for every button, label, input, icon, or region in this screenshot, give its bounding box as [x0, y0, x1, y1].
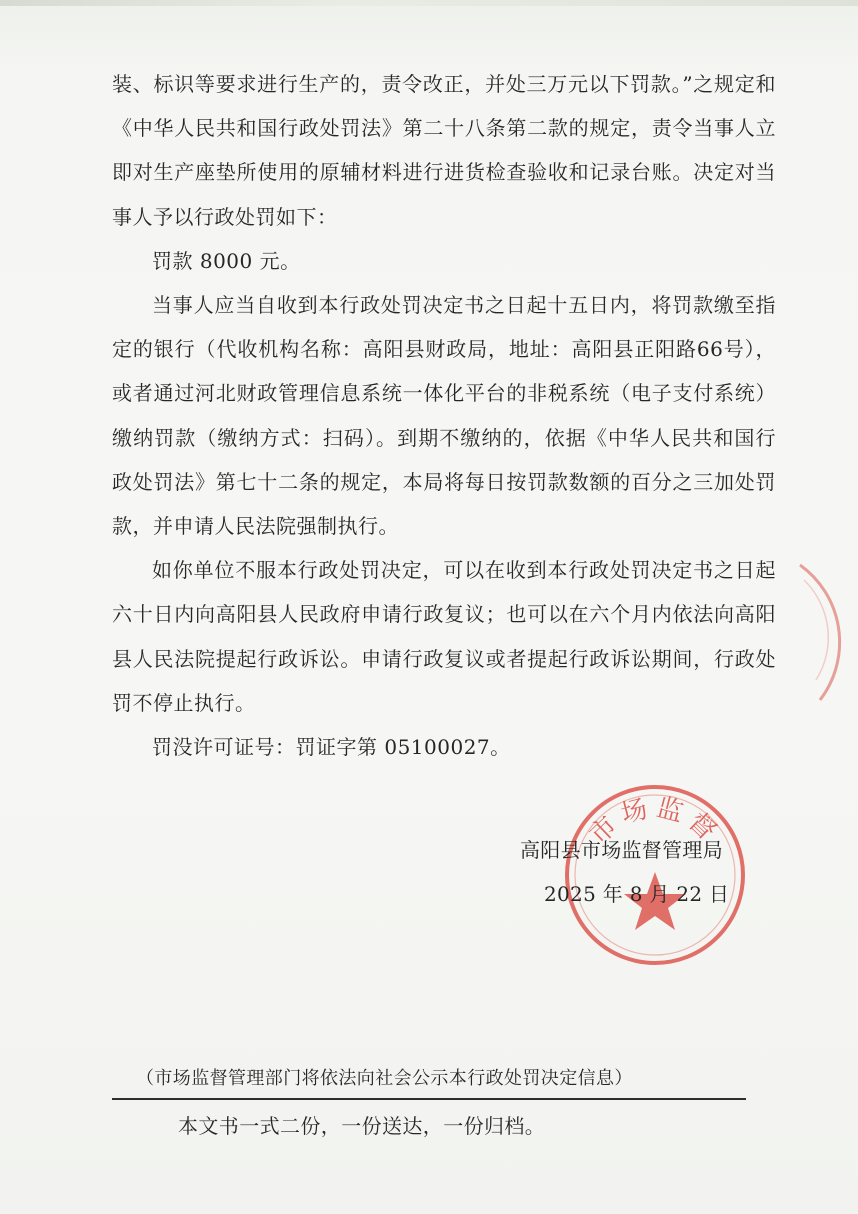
publicity-notice: （市场监督管理部门将依法向社会公示本行政处罚决定信息）: [136, 1068, 633, 1089]
paragraph-payment-instructions: 当事人应当自收到本行政处罚决定书之日起十五日内，将罚款缴至指定的银行（代收机构名称：高阳县财政局，地址：高阳县正阳路66号），或者通过河北财政管理信息系统一体化平台的非税系统（电子支付系统）缴纳罚款（缴纳方式：扫码）。到期不缴纳的，依据《中华人民共和国行政处罚法》第七十二条的规定，本局将每日按罚款数额的百分之三加处罚款，并申请人民法院强制执行。: [112, 293, 776, 539]
issue-date: 2025 年 8 月 22 日: [544, 882, 730, 906]
paragraph-appeal-rights: 如你单位不服本行政处罚决定，可以在收到本行政处罚决定书之日起六十日内向高阳县人民政府申请行政复议；也可以在六个月内依法向高阳县人民法院提起行政诉讼。申请行政复议或者提起行政诉讼期间，行政处罚不停止执行。: [112, 558, 776, 715]
copies-note: 本文书一式二份，一份送达，一份归档。: [178, 1114, 546, 1138]
paragraph-decision-basis: 装、标识等要求进行生产的，责令改正，并处三万元以下罚款。”之规定和《中华人民共和国行政处罚法》第二十八条第二款的规定，责令当事人立即对生产座垫所使用的原辅材料进行进货检查验收和记录台账。决定对当事人予以行政处罚如下：: [112, 72, 776, 229]
partial-seal-stamp: [780, 560, 858, 710]
issuing-authority: 高阳县市场监督管理局: [520, 838, 723, 862]
paragraph-license-number: 罚没许可证号：罚证字第 05100027。: [152, 735, 511, 760]
seal-text: 市场监督: [583, 791, 727, 850]
page-top-edge: [0, 0, 858, 6]
paragraph-fine-amount: 罚款 8000 元。: [152, 248, 301, 273]
official-seal-stamp: [560, 780, 750, 970]
footer-divider: [112, 1098, 746, 1100]
document-body: [112, 62, 776, 769]
